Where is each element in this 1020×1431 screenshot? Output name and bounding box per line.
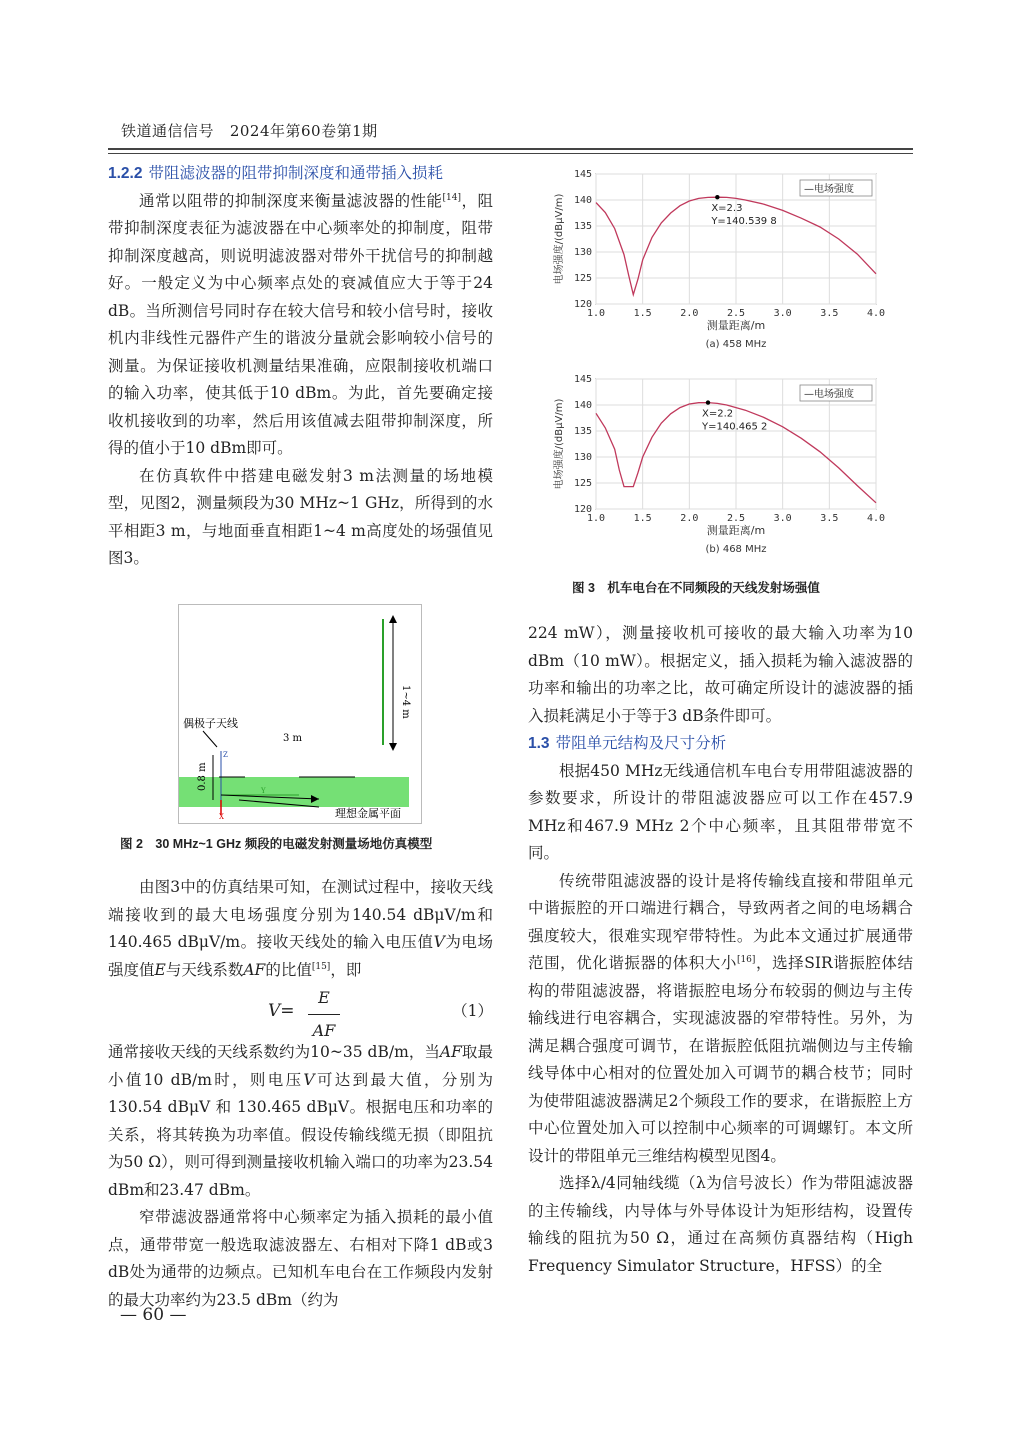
issue-info: 2024年第60卷第1期	[229, 122, 378, 140]
right-column	[528, 620, 913, 1280]
header-rule-thick	[108, 148, 913, 150]
chart-a	[552, 169, 885, 350]
paragraph: 传统带阻滤波器的设计是将传输线直接和带阻单元中谐振腔的开口端进行耦合，导致两者之间的电场耦合强度较大，很难实现窄带特性。为此本文通过扩展通带范围，优化谐振器的体积大小[16]，选择SIR谐振腔体结构的带阻滤波器，将谐振腔电场分布较弱的侧边与主传输线进行电容耦合，实现滤波器的窄带特性。另外，为满足耦合强度可调节，在谐振腔低阻抗端侧边与主传输线导体中心相对的位置处加入可调节的耦合枝节；同时为使带阻滤波器满足2个频段工作的要求，在谐振腔上方中心位置处加入可以控制中心频率的可调螺钉。本文所设计的带阻单元三维结构模型见图4。	[528, 871, 913, 1165]
citation[interactable]: [15]	[311, 961, 331, 972]
x-tick-label: 3.0	[773, 308, 792, 319]
y-tick-label: 140	[573, 195, 592, 206]
label-0-8m: 0.8 m	[197, 762, 208, 791]
x-tick-label: 2.0	[680, 513, 699, 524]
paragraph: 通常以阻带的抑制深度来衡量滤波器的性能[14]，阻带抑制深度表征为滤波器在中心频率处的抑制度，阻带抑制深度越高，则说明滤波器对带外干扰信号的抑制越好。一般定义为中心频率点处的衰减值应大于等于24 dB。当所测信号同时存在较大信号和较小信号时，接收机内非线性元器件产生的谐波分量就会影响较小信号的测量。为保证接收机测量结果准确，应限制接收机端口的输入功率，使其低于10 dBm。为此，首先要确定接收机接收到的功率，然后用该值减去阻带抑制深度，所得的值小于10 dBm即可。	[108, 191, 493, 457]
x-tick-label: 1.0	[586, 513, 606, 524]
x-tick-label: 3.5	[820, 513, 839, 524]
x-tick-label: 3.0	[773, 513, 792, 524]
paragraph: 通常接收天线的天线系数约为10~35 dB/m，当AF取最小值10 dB/m时，则电压V可达到最大值，分别为130.54 dBμV 和 130.465 dBμV。根据电压和功率的关系，将其转换为功率值。假设传输线缆无损（即阻抗为50 Ω），则可得到测量接收机输入端口的功率为23.54 dBm和23.47 dBm。	[108, 1043, 493, 1199]
annotation-x: X=2.3	[711, 203, 743, 215]
paragraph: 根据450 MHz无线通信机车电台专用带阻滤波器的参数要求，所设计的带阻滤波器应可以工作在457.9 MHz和467.9 MHz 2个中心频率，且其阻带带宽不同。	[528, 761, 913, 862]
figure-3-charts	[548, 160, 893, 570]
chart-b	[552, 374, 885, 555]
x-tick-label: 4.0	[866, 308, 886, 319]
x-axis-label: 测量距离/m	[706, 524, 766, 537]
data-point-marker	[715, 195, 719, 199]
x-tick-label: 2.0	[680, 308, 699, 319]
annotation-y: Y=140.539 8	[711, 216, 777, 228]
paragraph: 在仿真软件中搭建电磁发射3 m法测量的场地模型，见图2，测量频段为30 MHz~1 GHz，所得到的水平相距3 m，与地面垂直相距1~4 m高度处的场强值见图3。	[108, 466, 493, 567]
section-heading-1-2-2: 1.2.2 带阻滤波器的阻带抑制深度和通带插入损耗	[108, 164, 443, 182]
figure-2-simulation-model	[178, 604, 422, 824]
x-tick-label: 2.5	[726, 513, 746, 524]
y-axis-label: 电场强度/(dBμV/m)	[554, 193, 565, 285]
equation-1: V= E AF （1）	[268, 988, 493, 1040]
citation[interactable]: [16]	[736, 954, 756, 965]
y-tick-label: 130	[573, 452, 592, 463]
chart-subtitle: (a) 458 MHz	[705, 339, 767, 350]
paragraph: 224 mW），测量接收机可接收的最大输入功率为10 dBm（10 mW）。根据定义，插入损耗为输入滤波器的功率和输出的功率之比，故可确定所设计的滤波器的插入损耗满足小于等于3 dB条件即可。	[528, 624, 913, 725]
paragraph: 窄带滤波器通常将中心频率定为插入损耗的最小值点，通带带宽一般选取滤波器左、右相对下降1 dB或3 dB处为通带的边频点。已知机车电台在工作频段内发射的最大功率约为23.5 dBm（约为	[108, 1208, 493, 1309]
annotation-y: Y=140.465 2	[702, 421, 768, 433]
y-axis-label: 电场强度/(dBμV/m)	[554, 398, 565, 490]
y-tick-label: 140	[573, 400, 592, 411]
y-tick-label: 120	[573, 504, 592, 515]
running-header	[121, 120, 378, 141]
y-tick-label: 125	[573, 273, 592, 284]
left-column-bottom	[108, 874, 493, 1314]
label-3m: 3 m	[283, 733, 303, 744]
y-tick-label: 135	[573, 426, 592, 437]
y-tick-label: 130	[573, 247, 592, 258]
left-column-top	[108, 160, 493, 573]
label-metal-plane: 理想金属平面	[335, 807, 401, 820]
equation-number: （1）	[452, 1002, 493, 1020]
x-tick-label: 1.0	[586, 308, 606, 319]
paragraph: 选择λ/4同轴线缆（λ为信号波长）作为带阻滤波器的主传输线，内导体与外导体设计为矩形结构，设置传输线的阻抗为50 Ω，通过在高频仿真器结构（High Frequency Simulator Structure，HFSS）的全	[528, 1174, 913, 1275]
svg-text:X: X	[219, 813, 224, 821]
legend-entry: —电场强度	[804, 184, 854, 195]
x-tick-label: 4.0	[866, 513, 886, 524]
header-rule-thin	[108, 153, 913, 154]
citation[interactable]: [14]	[442, 192, 462, 203]
label-1-4m: 1~4 m	[400, 685, 411, 719]
y-tick-label: 120	[573, 299, 592, 310]
figure-2-caption: 图 2 30 MHz~1 GHz 频段的电磁发射测量场地仿真模型	[120, 837, 433, 851]
y-tick-label: 125	[573, 478, 592, 489]
x-tick-label: 2.5	[726, 308, 746, 319]
paragraph: 由图3中的仿真结果可知，在测试过程中，接收天线端接收到的最大电场强度分别为140.54 dBμV/m和140.465 dBμV/m。接收天线处的输入电压值V为电场强度值E与天线系数AF的比值[15]，即	[108, 878, 493, 979]
y-tick-label: 145	[573, 374, 592, 385]
figure-3-caption: 图 3 机车电台在不同频段的天线发射场强值	[572, 581, 820, 595]
annotation-x: X=2.2	[702, 408, 734, 420]
y-tick-label: 135	[573, 221, 592, 232]
svg-text:Z: Z	[223, 751, 228, 759]
section-heading-1-3: 1.3 带阻单元结构及尺寸分析	[528, 734, 727, 752]
label-antenna: 偶极子天线	[183, 717, 238, 730]
chart-subtitle: (b) 468 MHz	[705, 544, 767, 555]
x-tick-label: 1.5	[633, 308, 652, 319]
page-number: — 60 —	[120, 1305, 187, 1325]
svg-text:Y: Y	[261, 787, 266, 795]
legend-entry: —电场强度	[804, 389, 854, 400]
y-tick-label: 145	[573, 169, 592, 180]
x-tick-label: 1.5	[633, 513, 652, 524]
x-axis-label: 测量距离/m	[706, 319, 766, 332]
x-tick-label: 3.5	[820, 308, 839, 319]
data-point-marker	[706, 400, 710, 404]
journal-name: 铁道通信信号	[121, 122, 215, 140]
